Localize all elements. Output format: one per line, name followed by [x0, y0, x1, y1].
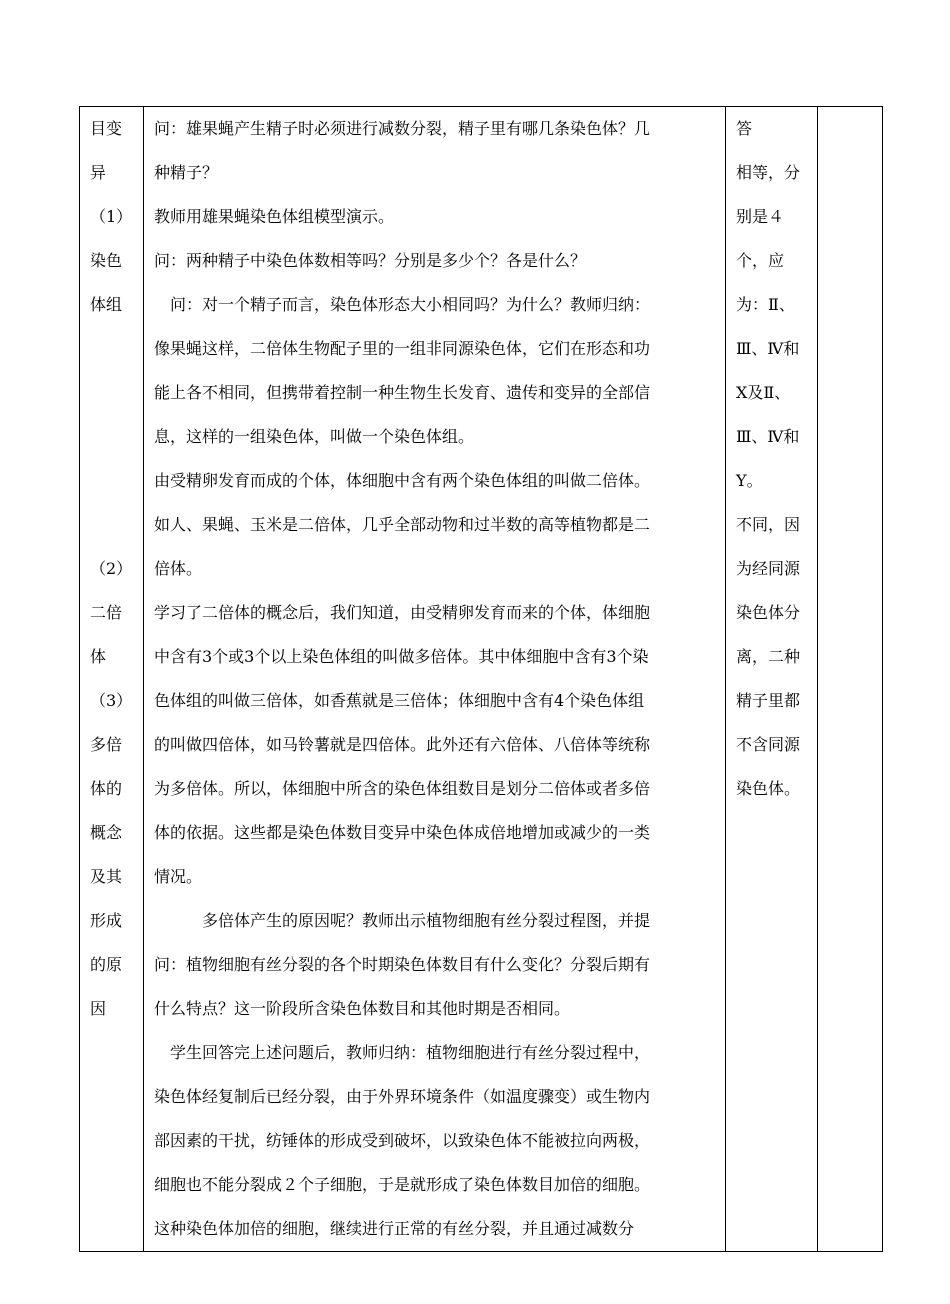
- teaching-process-cell: [144, 107, 726, 1252]
- answer-line: 别是４: [736, 207, 785, 226]
- process-line: 为多倍体。所以，体细胞中所含的染色体组数目是划分二倍体或者多倍: [154, 779, 651, 798]
- topic-line: 体: [90, 647, 107, 666]
- spacer: [90, 503, 139, 547]
- topic-line: 异: [90, 163, 107, 182]
- topic-line: 形成: [90, 911, 123, 930]
- process-line: 息，这样的一组染色体，叫做一个染色体组。: [154, 427, 475, 446]
- process-line: 情况。: [154, 867, 203, 886]
- answer-line: 离，二种: [736, 647, 801, 666]
- topic-line: 因: [90, 999, 107, 1018]
- topic-line: 二倍: [90, 603, 123, 622]
- process-line: 问：两种精子中染色体数相等吗？分别是多少个？各是什么？: [154, 251, 587, 270]
- process-line: 色体组的叫做三倍体，如香蕉就是三倍体；体细胞中含有4个染色体组: [154, 691, 645, 710]
- process-line: 部因素的干扰，纺锤体的形成受到破坏，以致染色体不能被拉向两极，: [154, 1131, 651, 1150]
- topic-line: 概念: [90, 823, 123, 842]
- teaching-process-text: [144, 107, 725, 1251]
- process-line: 什么特点？这一阶段所含染色体数目和其他时期是否相同。: [154, 999, 571, 1018]
- process-line: 种精子？: [154, 163, 219, 182]
- topic-line: 目变: [90, 119, 123, 138]
- notes-cell: [818, 107, 883, 1252]
- spacer: [90, 459, 139, 503]
- process-line: 能上各不相同，但携带着控制一种生物生长发育、遗传和变异的全部信: [154, 383, 651, 402]
- answer-line: 不含同源: [736, 735, 801, 754]
- topic-line: 多倍: [90, 735, 123, 754]
- spacer: [90, 371, 139, 415]
- answer-line: 个，应: [736, 251, 785, 270]
- student-activity-cell: [726, 107, 818, 1252]
- answer-line: Ⅲ、Ⅳ和: [736, 339, 800, 358]
- topic-line: 体的: [90, 779, 123, 798]
- topic-line: 染色: [90, 251, 123, 270]
- process-line: 教师用雄果蝇染色体组模型演示。: [154, 207, 395, 226]
- process-line: 问：对一个精子而言，染色体形态大小相同吗？为什么？教师归纳：: [154, 295, 651, 314]
- answer-line: 为经同源: [736, 559, 801, 578]
- answer-line: X及Ⅱ、: [736, 383, 791, 402]
- process-line: 由受精卵发育而成的个体，体细胞中含有两个染色体组的叫做二倍体。: [154, 471, 651, 490]
- topic-line: （2）: [90, 559, 133, 578]
- topic-column-cell: [80, 107, 144, 1252]
- answer-line: 为：Ⅱ、: [736, 295, 795, 314]
- spacer: [90, 327, 139, 371]
- answer-line: 染色体分: [736, 603, 801, 622]
- topic-line: 体组: [90, 295, 123, 314]
- process-line: 问：植物细胞有丝分裂的各个时期染色体数目有什么变化？分裂后期有: [154, 955, 651, 974]
- process-line: 学生回答完上述问题后，教师归纳：植物细胞进行有丝分裂过程中，: [154, 1043, 651, 1062]
- process-line: 问：雄果蝇产生精子时必须进行减数分裂，精子里有哪几条染色体？几: [154, 119, 651, 138]
- answer-line: 不同，因: [736, 515, 801, 534]
- process-line: 如人、果蝇、玉米是二倍体，几乎全部动物和过半数的高等植物都是二: [154, 515, 651, 534]
- topic-line: 的原: [90, 955, 123, 974]
- process-line: 的叫做四倍体，如马铃薯就是四倍体。此外还有六倍体、八倍体等统称: [154, 735, 651, 754]
- process-line: 多倍体产生的原因呢？教师出示植物细胞有丝分裂过程图，并提: [154, 911, 651, 930]
- answer-line: 染色体。: [736, 779, 801, 798]
- answer-line: Y。: [736, 471, 763, 490]
- topic-column-text: [80, 107, 143, 1031]
- table-row: [80, 107, 883, 1252]
- topic-line: （1）: [90, 207, 133, 226]
- process-line: 像果蝇这样，二倍体生物配子里的一组非同源染色体，它们在形态和功: [154, 339, 651, 358]
- student-activity-text: [726, 107, 817, 811]
- answer-line: Ⅲ、Ⅳ和: [736, 427, 800, 446]
- answer-line: 精子里都: [736, 691, 801, 710]
- process-line: 细胞也不能分裂成２个子细胞，于是就形成了染色体数目加倍的细胞。: [154, 1175, 651, 1194]
- process-line: 中含有3个或3个以上染色体组的叫做多倍体。其中体细胞中含有3个染: [154, 647, 649, 666]
- process-line: 染色体经复制后已经分裂，由于外界环境条件（如温度骤变）或生物内: [154, 1087, 651, 1106]
- process-line: 这种染色体加倍的细胞，继续进行正常的有丝分裂，并且通过减数分: [154, 1219, 635, 1238]
- answer-line: 相等，分: [736, 163, 801, 182]
- spacer: [90, 415, 139, 459]
- process-line: 体的依据。这些都是染色体数目变异中染色体成倍地增加或减少的一类: [154, 823, 651, 842]
- lesson-table: [79, 106, 883, 1252]
- topic-line: 及其: [90, 867, 123, 886]
- topic-line: （3）: [90, 691, 133, 710]
- process-line: 倍体。: [154, 559, 203, 578]
- answer-line: 答: [736, 119, 753, 138]
- process-line: 学习了二倍体的概念后，我们知道，由受精卵发育而来的个体，体细胞: [154, 603, 651, 622]
